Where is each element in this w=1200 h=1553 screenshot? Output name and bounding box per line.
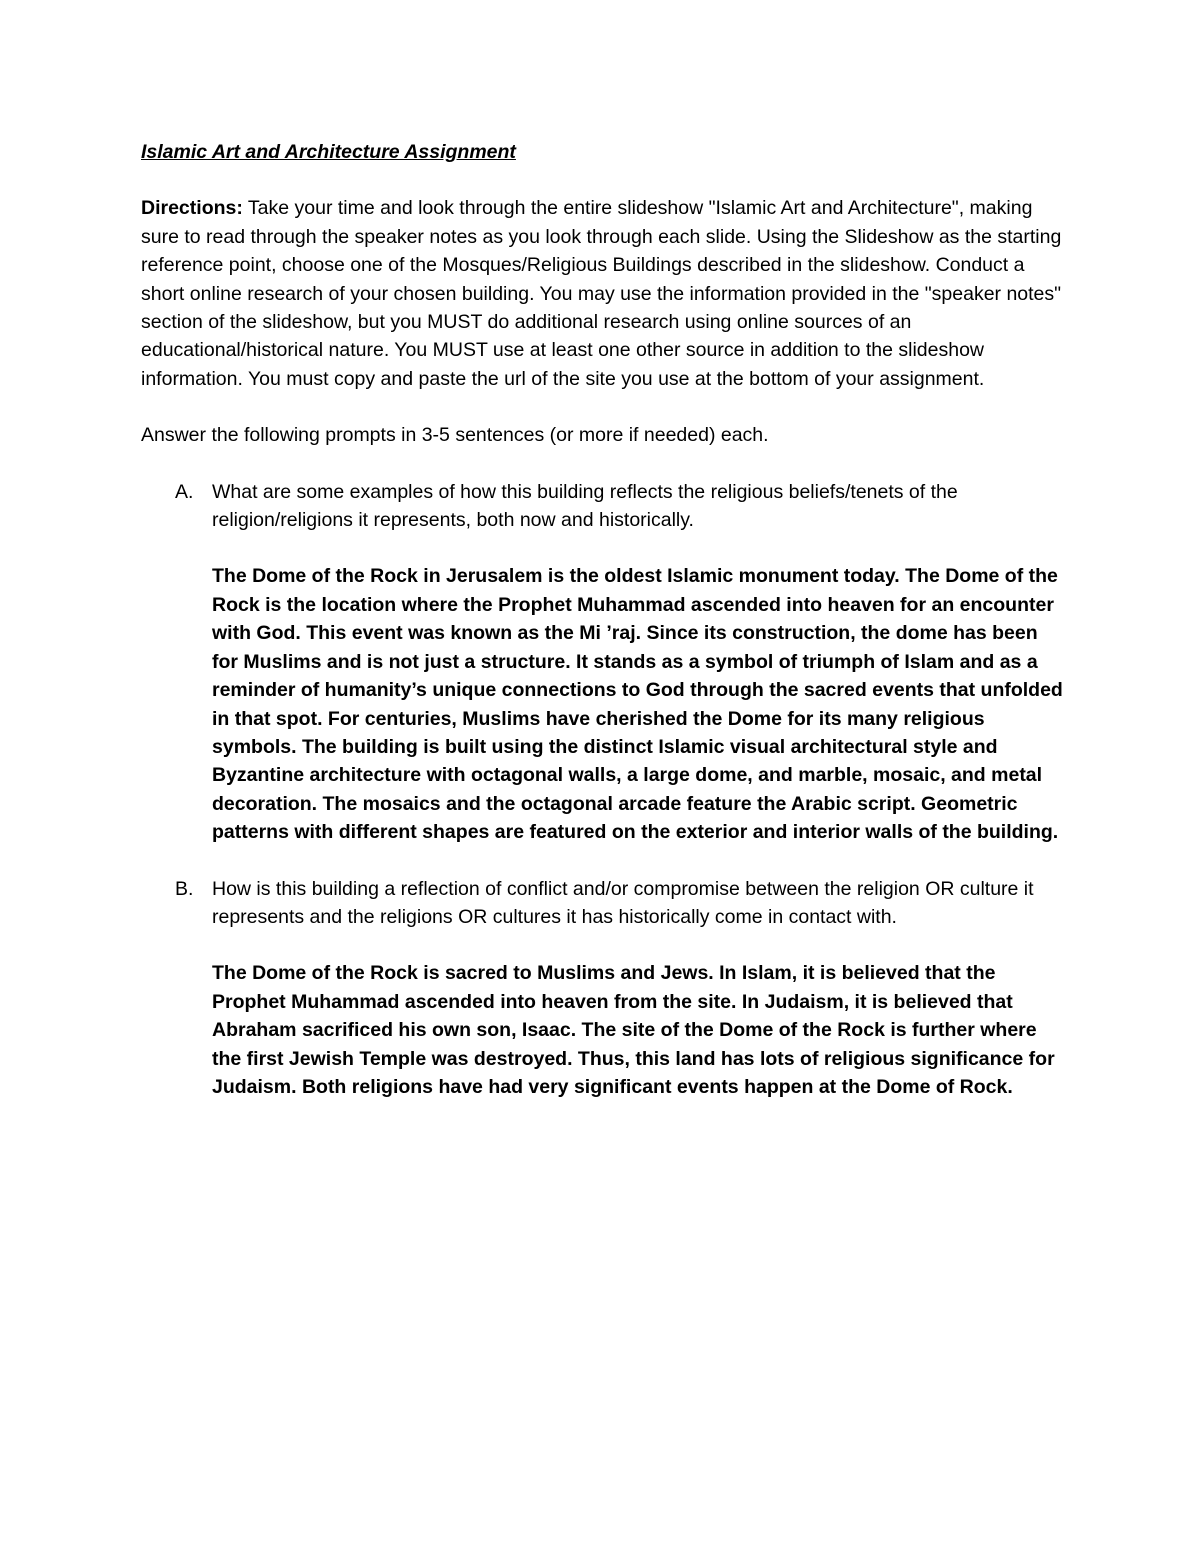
prompt-b-letter: B. (175, 877, 194, 900)
directions-text: Take your time and look through the entire slideshow "Islamic Art and Architecture", making sure to read through the speaker notes as you look through each slide. Using the Slideshow as the starting reference point, choose one of the Mosques/Religious Buildings described in the slideshow. Conduct a short online research of your chosen building. You may use the information provided in the "speaker notes" section of the slideshow, but you MUST do additional research using online sources of an educational/historical nature. You MUST use at least one other source in addition to the slideshow information. You must copy and paste the url of the site you use at the bottom of your assignment. (141, 197, 1062, 390)
answer-a: The Dome of the Rock in Jerusalem is the oldest Islamic monument today. The Dome of the Rock is the location where the Prophet Muhammad ascended into heaven for an encounter with God. This event was known as the Mi ’raj. Since its construction, the dome has been for Muslims and is not just a structure. It stands as a symbol of triumph of Islam and as a reminder of humanity’s unique connections to God through the sacred events that unfolded in that spot. For centuries, Muslims have cherished the Dome for its many religious symbols. The building is built using the distinct Islamic visual architectural style and Byzantine architecture with octagonal walls, a large dome, and marble, mosaic, and metal decoration. The mosaics and the octagonal arcade feature the Arabic script. Geometric patterns with different shapes are featured on the exterior and interior walls of the building. (212, 565, 1063, 844)
document-page (141, 138, 1066, 1129)
prompt-a (141, 478, 1066, 535)
directions-paragraph (141, 194, 1066, 393)
assignment-title: Islamic Art and Architecture Assignment (141, 141, 516, 163)
prompt-a-question: What are some examples of how this building reflects the religious beliefs/tenets of the religion/religions it represents, both now and historically. (212, 480, 958, 532)
instructions-text: Answer the following prompts in 3-5 sentences (or more if needed) each. (141, 424, 769, 447)
answer-b: The Dome of the Rock is sacred to Muslims and Jews. In Islam, it is believed that the Prophet Muhammad ascended into heaven from the site. In Judaism, it is believed that Abraham sacrificed his own son, Isaac. The site of the Dome of the Rock is further where the first Jewish Temple was destroyed. Thus, this land has lots of religious significance for Judaism. Both religions have had very significant events happen at the Dome of Rock. (212, 962, 1055, 1098)
prompt-b-question: How is this building a reflection of conflict and/or compromise between the religion OR culture it represents and the religions OR cultures it has historically come in contact with. (212, 877, 1034, 928)
prompt-a-letter: A. (175, 480, 194, 503)
directions-label: Directions: (141, 197, 243, 220)
prompt-b (141, 875, 1066, 932)
